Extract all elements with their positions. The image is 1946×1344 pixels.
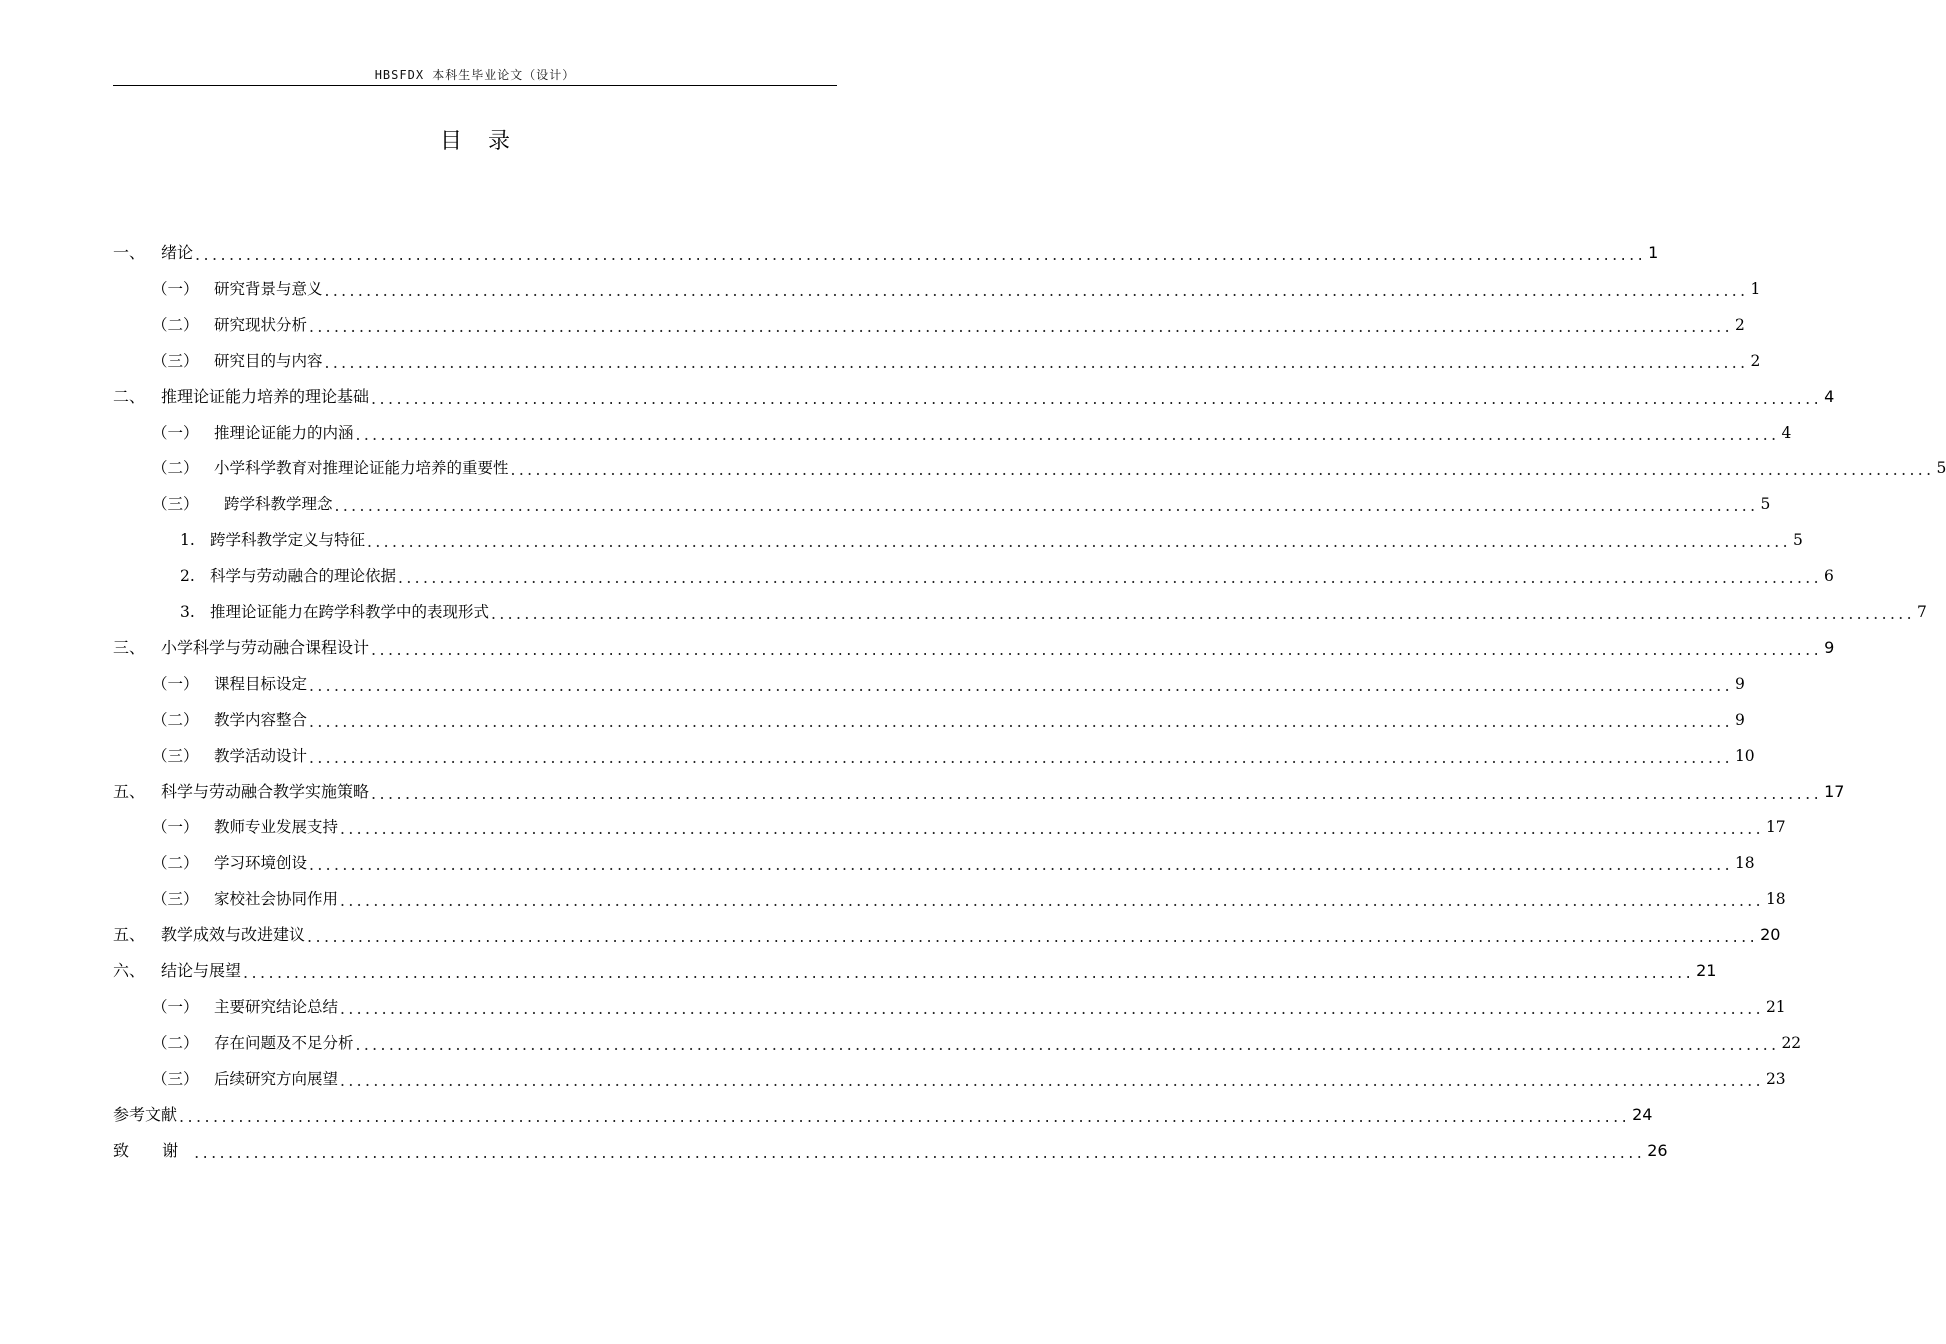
running-header: HBSFDX 本科生毕业论文（设计） bbox=[374, 68, 576, 82]
toc-entry-title: 致 谢 bbox=[113, 1140, 193, 1160]
toc-entry[interactable] bbox=[152, 671, 1745, 697]
toc-dot-leader: ........................................................................................................................................................................... bbox=[371, 388, 1823, 408]
toc-entry-title: 教师专业发展支持 bbox=[214, 818, 339, 837]
toc-entry[interactable] bbox=[113, 384, 1835, 410]
toc-entry-title: 小学科学与劳动融合课程设计 bbox=[161, 637, 370, 657]
toc-dot-leader: ........................................................................................................................................................................... bbox=[340, 820, 1764, 839]
toc-page-number: 9 bbox=[1824, 637, 1835, 657]
toc-page-number: 10 bbox=[1734, 746, 1755, 765]
toc-entry[interactable] bbox=[152, 1066, 1786, 1092]
toc-page-number: 26 bbox=[1647, 1140, 1668, 1160]
toc-page-number: 9 bbox=[1734, 674, 1745, 693]
toc-entry-title: 研究目的与内容 bbox=[214, 351, 323, 370]
toc-entry[interactable] bbox=[152, 707, 1745, 733]
toc-dot-leader: ........................................................................................................................................................................... bbox=[340, 999, 1764, 1018]
toc-entry[interactable] bbox=[152, 814, 1786, 840]
toc-page-number: 9 bbox=[1734, 710, 1745, 729]
toc-entry-title: 结论与展望 bbox=[161, 961, 242, 980]
toc-entry[interactable] bbox=[152, 994, 1786, 1020]
header-divider bbox=[113, 85, 837, 86]
toc-page-number: 7 bbox=[1916, 603, 1927, 621]
toc-page-number: 21 bbox=[1765, 997, 1786, 1016]
toc-entry-title: 主要研究结论总结 bbox=[214, 997, 339, 1016]
toc-entry-title: 研究背景与意义 bbox=[214, 279, 323, 298]
toc-entry-title: 学习环境创设 bbox=[214, 854, 308, 873]
toc-dot-leader: ........................................................................................................................................................................... bbox=[309, 748, 1733, 767]
toc-dot-leader: ........................................................................................................................................................................... bbox=[355, 1035, 1780, 1054]
toc-page-number: 17 bbox=[1824, 781, 1845, 801]
toc-entry[interactable] bbox=[113, 779, 1845, 805]
toc-page-number: 5 bbox=[1760, 495, 1771, 514]
toc-entry-title: 参考文献 bbox=[113, 1104, 178, 1124]
toc-entry-title: 推理论证能力的内涵 bbox=[214, 423, 354, 442]
toc-entry-title: 科学与劳动融合的理论依据 bbox=[210, 567, 397, 586]
toc-page-number: 5 bbox=[1792, 531, 1803, 550]
toc-entry-number: 五、 bbox=[113, 781, 146, 801]
toc-entry[interactable] bbox=[113, 635, 1835, 661]
toc-entry[interactable] bbox=[113, 958, 1717, 984]
toc-dot-leader: ........................................................................................................................................................................... bbox=[371, 783, 1823, 803]
toc-page-number: 6 bbox=[1823, 567, 1834, 586]
toc-entry[interactable] bbox=[152, 1030, 1802, 1056]
toc-dot-leader: ........................................................................................................................................................................... bbox=[309, 676, 1733, 695]
toc-dot-leader: ........................................................................................................................................................................... bbox=[371, 639, 1823, 659]
toc-entry[interactable] bbox=[152, 312, 1745, 338]
toc-dot-leader: ........................................................................................................................................................................... bbox=[510, 461, 1935, 480]
toc-entry-number: （三） bbox=[152, 495, 199, 514]
toc-entry-number: （一） bbox=[152, 997, 199, 1016]
toc-dot-leader: ........................................................................................................................................................................... bbox=[194, 1142, 1646, 1162]
toc-entry[interactable] bbox=[113, 1102, 1653, 1128]
toc-entry-number: （三） bbox=[152, 746, 199, 765]
toc-entry[interactable] bbox=[152, 276, 1761, 302]
toc-entry[interactable] bbox=[152, 455, 1946, 481]
toc-title: 目录 bbox=[439, 129, 536, 154]
toc-entry[interactable] bbox=[180, 527, 1803, 553]
toc-page-number: 22 bbox=[1781, 1033, 1802, 1052]
toc-entry-number: 五、 bbox=[113, 925, 146, 945]
toc-entry-title: 研究现状分析 bbox=[214, 315, 308, 334]
toc-entry[interactable] bbox=[180, 563, 1834, 589]
toc-entry-title: 教学成效与改进建议 bbox=[161, 925, 306, 945]
toc-entry-number: （二） bbox=[152, 854, 199, 873]
toc-entry-title: 推理论证能力培养的理论基础 bbox=[161, 386, 370, 406]
toc-entry-title: 科学与劳动融合教学实施策略 bbox=[161, 781, 370, 801]
toc-dot-leader: ........................................................................................................................................................................... bbox=[309, 317, 1733, 336]
toc-entry-title: 教学内容整合 bbox=[214, 710, 308, 729]
toc-entry-number: 2. bbox=[180, 567, 195, 586]
toc-entry[interactable] bbox=[152, 420, 1792, 446]
toc-entry-number: 三、 bbox=[113, 637, 146, 657]
toc-entry-number: 一、 bbox=[113, 243, 146, 262]
toc-entry-number: （三） bbox=[152, 1069, 199, 1088]
toc-entry-number: （一） bbox=[152, 279, 199, 298]
toc-entry-number: 二、 bbox=[113, 386, 146, 406]
toc-dot-leader: ........................................................................................................................................................................... bbox=[355, 425, 1780, 444]
toc-dot-leader: ........................................................................................................................................................................... bbox=[340, 1071, 1764, 1090]
toc-dot-leader: ........................................................................................................................................................................... bbox=[243, 963, 1695, 982]
toc-entry[interactable] bbox=[113, 240, 1659, 266]
toc-page-number: 18 bbox=[1765, 890, 1786, 909]
toc-entry-title: 存在问题及不足分析 bbox=[214, 1033, 354, 1052]
toc-entry-title: 绪论 bbox=[161, 243, 194, 262]
toc-page-number: 1 bbox=[1750, 279, 1761, 298]
toc-entry-title: 跨学科教学定义与特征 bbox=[210, 531, 366, 550]
toc-entry[interactable] bbox=[180, 599, 1927, 625]
toc-entry[interactable] bbox=[113, 1138, 1668, 1164]
toc-page-number: 23 bbox=[1765, 1069, 1786, 1088]
toc-entry-title: 家校社会协同作用 bbox=[214, 890, 339, 909]
toc-dot-leader: ........................................................................................................................................................................... bbox=[195, 245, 1647, 264]
toc-entry-number: 六、 bbox=[113, 961, 146, 980]
toc-dot-leader: ........................................................................................................................................................................... bbox=[179, 1106, 1631, 1126]
toc-page-number: 17 bbox=[1765, 818, 1786, 837]
toc-page-number: 5 bbox=[1936, 459, 1946, 478]
toc-dot-leader: ........................................................................................................................................................................... bbox=[324, 281, 1749, 300]
toc-dot-leader: ........................................................................................................................................................................... bbox=[340, 892, 1764, 911]
toc-page-number: 21 bbox=[1696, 961, 1717, 980]
toc-entry-number: （二） bbox=[152, 315, 199, 334]
toc-page-number: 4 bbox=[1824, 386, 1835, 406]
toc-page-number: 1 bbox=[1648, 243, 1659, 262]
toc-entry-title: 小学科学教育对推理论证能力培养的重要性 bbox=[214, 459, 509, 478]
toc-entry-number: （二） bbox=[152, 459, 199, 478]
toc-page-number: 4 bbox=[1781, 423, 1792, 442]
toc-page-number: 2 bbox=[1750, 351, 1761, 370]
toc-entry-title: 跨学科教学理念 bbox=[224, 495, 333, 514]
toc-entry[interactable] bbox=[152, 491, 1771, 517]
toc-page-number: 24 bbox=[1632, 1104, 1653, 1124]
toc-entry-number: （二） bbox=[152, 1033, 199, 1052]
toc-entry-number: （一） bbox=[152, 674, 199, 693]
toc-page-number: 20 bbox=[1760, 925, 1781, 945]
toc-dot-leader: ........................................................................................................................................................................... bbox=[334, 497, 1759, 516]
toc-dot-leader: ........................................................................................................................................................................... bbox=[307, 927, 1759, 947]
toc-entry[interactable] bbox=[152, 850, 1755, 876]
toc-entry-title: 教学活动设计 bbox=[214, 746, 308, 765]
toc-entry-title: 后续研究方向展望 bbox=[214, 1069, 339, 1088]
toc-entry-number: （三） bbox=[152, 351, 199, 370]
toc-dot-leader: ........................................................................................................................................................................... bbox=[491, 605, 1915, 623]
toc-entry-number: （三） bbox=[152, 890, 199, 909]
toc-entry-number: （二） bbox=[152, 710, 199, 729]
toc-entry[interactable] bbox=[113, 922, 1781, 948]
toc-page-number: 18 bbox=[1734, 854, 1755, 873]
toc-entry-title: 推理论证能力在跨学科教学中的表现形式 bbox=[210, 603, 490, 621]
toc-entry[interactable] bbox=[152, 348, 1761, 374]
toc-dot-leader: ........................................................................................................................................................................... bbox=[324, 353, 1749, 372]
toc-dot-leader: ........................................................................................................................................................................... bbox=[309, 712, 1733, 731]
toc-entry-number: 1. bbox=[180, 531, 195, 550]
toc-entry[interactable] bbox=[152, 886, 1786, 912]
toc-dot-leader: ........................................................................................................................................................................... bbox=[367, 533, 1791, 552]
toc-entry-number: （一） bbox=[152, 818, 199, 837]
toc-dot-leader: ........................................................................................................................................................................... bbox=[398, 569, 1822, 588]
toc-page-number: 2 bbox=[1734, 315, 1745, 334]
toc-dot-leader: ........................................................................................................................................................................... bbox=[309, 856, 1733, 875]
toc-entry-number: （一） bbox=[152, 423, 199, 442]
toc-entry[interactable] bbox=[152, 743, 1755, 769]
toc-entry-number: 3. bbox=[180, 603, 195, 621]
toc-entry-title: 课程目标设定 bbox=[214, 674, 308, 693]
